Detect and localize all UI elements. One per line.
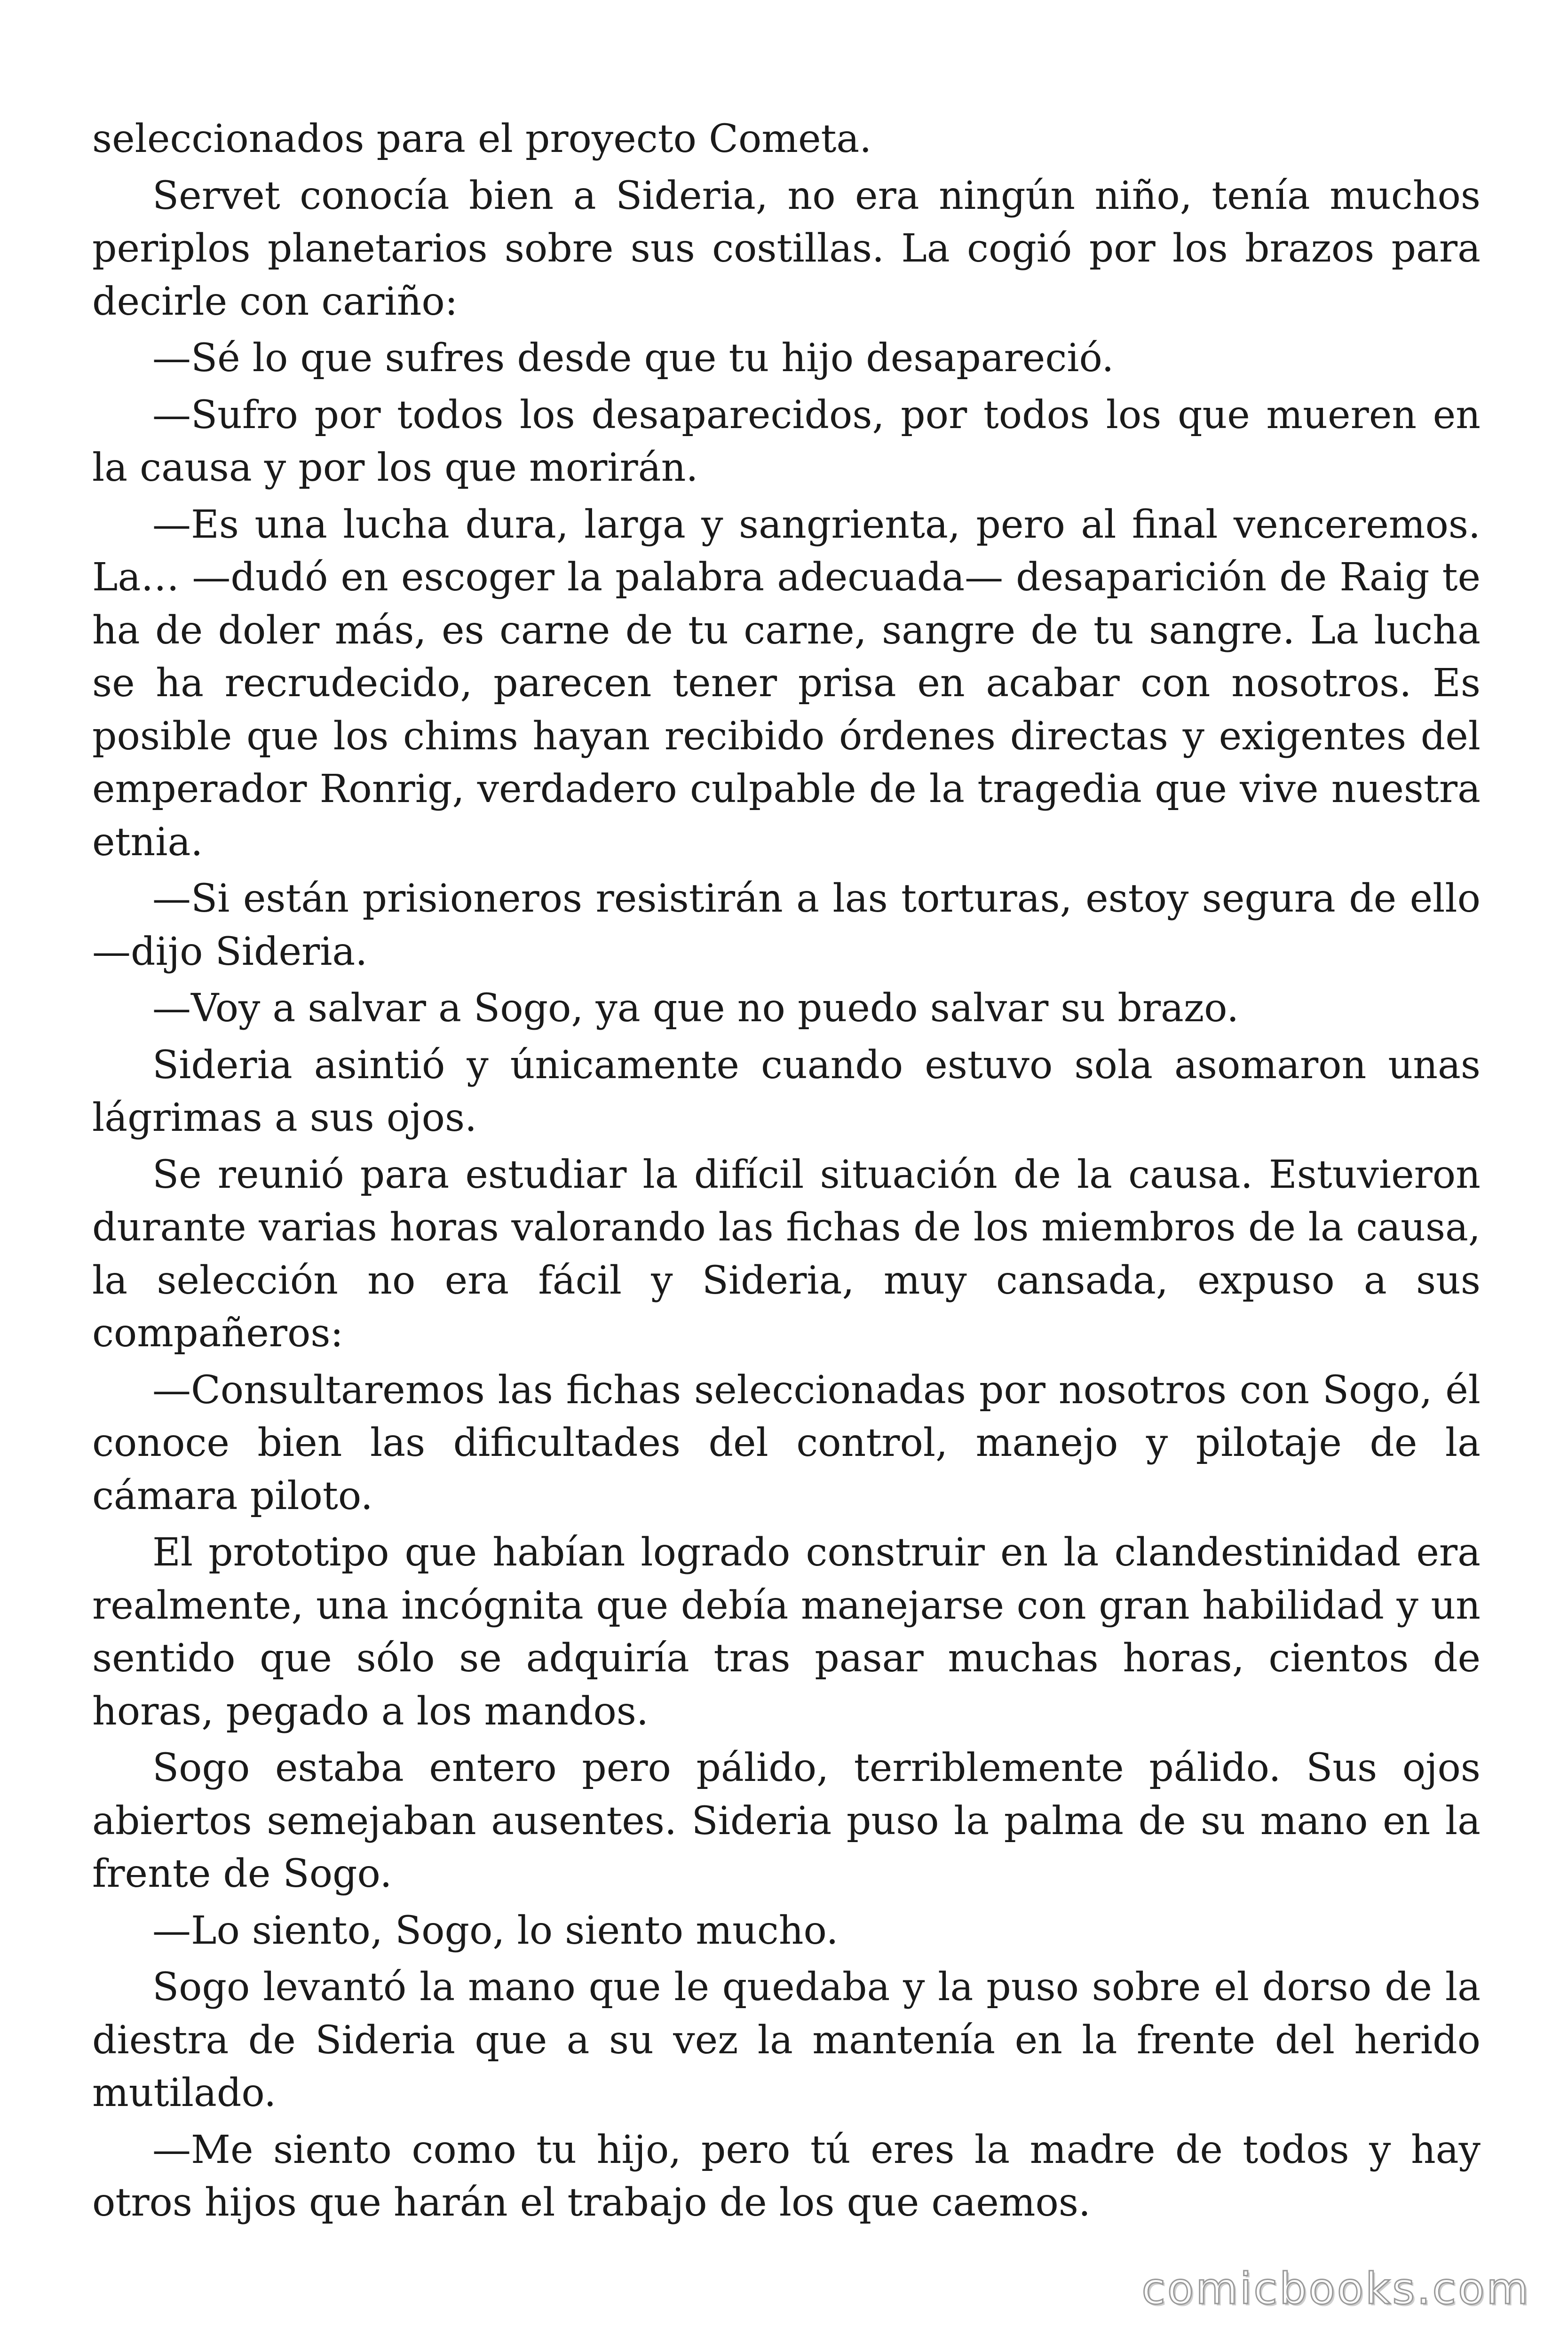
dialogue-paragraph: —Lo siento, Sogo, lo siento mucho. <box>152 1908 839 1953</box>
dialogue-paragraph: —Si están prisioneros resistirán a las torturas, estoy segura de ello —dijo Sideria. <box>92 876 1481 974</box>
dialogue-paragraph: —Consultaremos las fichas seleccionadas por nosotros con Sogo, él conoce bien las dificultades del control, manejo y pilotaje de la cámara piloto. <box>92 1367 1481 1518</box>
dialogue-paragraph: —Sufro por todos los desaparecidos, por todos los que mueren en la causa y por los que morirán. <box>92 392 1481 490</box>
dialogue-paragraph: —Es una lucha dura, larga y sangrienta, pero al final venceremos. La… —dudó en escoger la palabra adecuada— desaparición de Raig te ha de doler más, es carne de tu carne, sangre de tu sangre. La lucha se ha recrudecido, parecen tener prisa en acabar con nosotros. Es posible que los chims hayan recibido órdenes directas y exigentes del emperador Ronrig, verdadero culpable de la tragedia que vive nuestra etnia. <box>92 502 1481 865</box>
dialogue-paragraph: —Sé lo que sufres desde que tu hijo desapareció. <box>152 336 1114 381</box>
paragraph: El prototipo que habían logrado construir en la clandestinidad era realmente, una incógnita que debía manejarse con gran habilidad y un sentido que sólo se adquiría tras pasar muchas horas, cientos de horas, pegado a los mandos. <box>92 1530 1481 1734</box>
paragraph: Sogo levantó la mano que le quedaba y la puso sobre el dorso de la diestra de Sideria que a su vez la mantenía en la frente del herido mutilado. <box>92 1965 1481 2115</box>
paragraph: seleccionados para el proyecto Cometa. <box>92 117 872 161</box>
dialogue-paragraph: —Me siento como tu hijo, pero tú eres la madre de todos y hay otros hijos que harán el trabajo de los que caemos. <box>92 2127 1481 2225</box>
paragraph: Se reunió para estudiar la difícil situación de la causa. Estuvieron durante varias horas valorando las fichas de los miembros de la causa, la selección no era fácil y Sideria, muy cansada, expuso a sus compañeros: <box>92 1152 1481 1356</box>
dialogue-paragraph: —Voy a salvar a Sogo, ya que no puedo salvar su brazo. <box>152 986 1239 1031</box>
paragraph: Sideria asintió y únicamente cuando estuvo sola asomaron unas lágrimas a sus ojos. <box>92 1042 1481 1140</box>
body-text <box>92 113 1481 2233</box>
watermark: comicbooks.com <box>1141 2264 1530 2314</box>
paragraph: Sogo estaba entero pero pálido, terriblemente pálido. Sus ojos abiertos semejaban ausentes. Sideria puso la palma de su mano en la frente de Sogo. <box>92 1746 1481 1896</box>
paragraph: Servet conocía bien a Sideria, no era ningún niño, tenía muchos periplos planetarios sobre sus costillas. La cogió por los brazos para decirle con cariño: <box>92 173 1481 324</box>
